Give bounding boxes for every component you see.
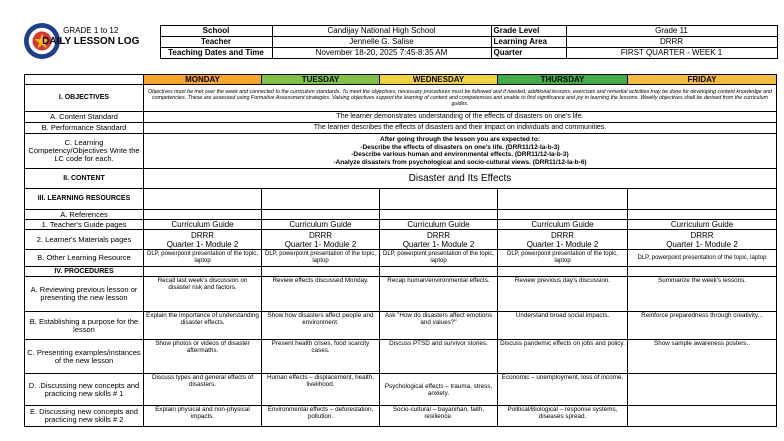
lc-line: -Describe the effects of disasters on one's life. (DRR11/12-Ia-b-3) xyxy=(360,143,560,151)
other-resource-thu: DLP, powerpoint presentation of the topic, laptop xyxy=(498,250,628,267)
performance-standard-text: The learner describes the effects of disasters and their impact on individuals and communities. xyxy=(144,123,777,134)
lc-line: After going through the lesson you are expected to: xyxy=(380,136,540,143)
purpose-fri: Reinforce preparedness through creativity... xyxy=(628,312,777,340)
teachers-guide-tue: Curriculum Guide xyxy=(262,220,380,230)
references-label: A. References xyxy=(25,210,144,220)
purpose-mon: Explain the importance of understanding disaster effects. xyxy=(144,312,262,340)
learning-resources-label: III. LEARNING RESOURCES xyxy=(25,189,144,210)
discuss2-thu: Political/Biological – response systems, diseases spread. xyxy=(498,406,628,427)
learners-materials-fri: DRRR Quarter 1- Module 2 xyxy=(628,230,777,250)
examples-tue: Present health crises, food scarcity cases. xyxy=(262,340,380,374)
teachers-guide-wed: Curriculum Guide xyxy=(380,220,498,230)
discuss2-tue: Environmental effects – deforestation, pollution. xyxy=(262,406,380,427)
content-text: Disaster and Its Effects xyxy=(144,169,777,189)
learning-competency-text xyxy=(144,134,777,169)
objectives-text: Objectives must be met over the week and connected to the curriculum standards. To meet the objectives, necessary procedures must be followed and if needed, additional lessons, exercises and remedial activities may be done for developing content knowledge and competencies. These are assessed using Formative Assessment strategies. Valuing objectives support the learning of content and competencies and enable to find significance and joy in learning the lessons. Weekly objectives shall be derived from the curriculum guides. xyxy=(144,85,777,112)
school-value: Candijay National High School xyxy=(272,26,491,37)
discuss2-wed: Socio-cultural – bayanihan, faith, resilience. xyxy=(380,406,498,427)
teachers-guide-label: 1. Teacher's Guide pages xyxy=(25,220,144,230)
purpose-label: B. Establishing a purpose for the lesson xyxy=(25,312,144,340)
lc-line: -Analyze disasters from psychological and socio-cultural views. (DRR11/12-Ia-b-6) xyxy=(333,158,587,166)
purpose-wed: Ask "How do disasters affect emotions and values?" xyxy=(380,312,498,340)
other-resource-fri: DLP, powerpoint presentation of the topic, laptop xyxy=(628,250,777,267)
discuss2-label: E. Discussing new concepts and practicing new skills # 2 xyxy=(25,406,144,427)
day-wednesday: WEDNESDAY xyxy=(380,75,498,85)
document-title: DAILY LESSON LOG xyxy=(42,36,140,47)
review-label: A. Reviewing previous lesson or presenting the new lesson xyxy=(25,277,144,312)
dates-label: Teaching Dates and Time xyxy=(160,48,272,59)
examples-mon: Show photos or videos of disaster aftermaths. xyxy=(144,340,262,374)
procedures-label: IV. PROCEDURES xyxy=(25,267,144,277)
review-fri: Summarize the week's lessons. xyxy=(628,277,777,312)
review-wed: Recap human/environmental effects. xyxy=(380,277,498,312)
discuss1-label: D. .Discussing new concepts and practicing new skills # 1 xyxy=(25,374,144,406)
other-resource-tue: DLP, powerpoint presentation of the topic, laptop xyxy=(262,250,380,267)
examples-fri: Show sample awareness posters.. xyxy=(628,340,777,374)
lesson-log-table xyxy=(24,74,777,427)
grade-level-value: Grade 11 xyxy=(566,26,777,37)
review-thu: Review previous day's discussion. xyxy=(498,277,628,312)
review-tue: Review effects discussed Monday. xyxy=(262,277,380,312)
discuss2-mon: Explain physical and non-physical impacts. xyxy=(144,406,262,427)
content-standard-text: The learner demonstrates understanding of the effects of disasters on one's life. xyxy=(144,112,777,123)
content-label: II. CONTENT xyxy=(25,169,144,189)
teacher-label: Teacher xyxy=(160,37,272,48)
examples-thu: Discuss pandemic effects on jobs and policy. xyxy=(498,340,628,374)
grade-level-label: Grade Level xyxy=(491,26,566,37)
objectives-label: I. OBJECTIVES xyxy=(25,85,144,112)
discuss1-fri xyxy=(628,374,777,406)
day-tuesday: TUESDAY xyxy=(262,75,380,85)
dates-value: November 18-20, 2025 7:45-8:35 AM xyxy=(272,48,491,59)
discuss1-wed: Psychological effects – trauma, stress, anxiety. xyxy=(380,374,498,406)
header-table xyxy=(22,25,778,59)
other-resource-mon: DLP, powerpoint presentation of the topic, laptop xyxy=(144,250,262,267)
discuss1-tue: Human effects – displacement, health, livelihood. xyxy=(262,374,380,406)
examples-label: C. Presenting examples/instances of the new lesson xyxy=(25,340,144,374)
learners-materials-mon: DRRR Quarter 1- Module 2 xyxy=(144,230,262,250)
purpose-thu: Understand broad social impacts. xyxy=(498,312,628,340)
lc-line: -Describe various human and environmental effects. (DRR11/12-Ia-b-3) xyxy=(351,151,569,158)
learning-area-label: Learning Area xyxy=(491,37,566,48)
learners-materials-tue: DRRR Quarter 1- Module 2 xyxy=(262,230,380,250)
quarter-label: Quarter xyxy=(491,48,566,59)
content-standard-label: A. Content Standard xyxy=(25,112,144,123)
review-mon: Recall last week's discussion on disaster risk and factors. xyxy=(144,277,262,312)
other-resource-wed: DLP, powerpoint presentation of the topic, laptop xyxy=(380,250,498,267)
discuss1-thu: Economic – unemployment, loss of income. xyxy=(498,374,628,406)
examples-wed: Discuss PTSD and survivor stories. xyxy=(380,340,498,374)
learners-materials-label: 2. Learner's Materials pages xyxy=(25,230,144,250)
learning-area-value: DRRR xyxy=(566,37,777,48)
discuss1-mon: Discuss types and general effects of disasters. xyxy=(144,374,262,406)
teachers-guide-mon: Curriculum Guide xyxy=(144,220,262,230)
grades-label: GRADE 1 to 12 xyxy=(63,26,119,35)
teacher-value: Jennelle G. Salise xyxy=(272,37,491,48)
day-monday: MONDAY xyxy=(144,75,262,85)
day-thursday: THURSDAY xyxy=(498,75,628,85)
day-friday: FRIDAY xyxy=(628,75,777,85)
purpose-tue: Show how disasters affect people and environment. xyxy=(262,312,380,340)
discuss2-fri xyxy=(628,406,777,427)
school-label: School xyxy=(160,26,272,37)
learners-materials-wed: DRRR Quarter 1- Module 2 xyxy=(380,230,498,250)
other-resource-label: B. Other Learning Resource xyxy=(25,250,144,267)
learners-materials-thu: DRRR Quarter 1- Module 2 xyxy=(498,230,628,250)
performance-standard-label: B. Performance Standard xyxy=(25,123,144,134)
teachers-guide-fri: Curriculum Guide xyxy=(628,220,777,230)
learning-competency-label: C. Learning Competency/Objectives Write the LC code for each. xyxy=(25,134,144,169)
teachers-guide-thu: Curriculum Guide xyxy=(498,220,628,230)
quarter-value: FIRST QUARTER - WEEK 1 xyxy=(566,48,777,59)
